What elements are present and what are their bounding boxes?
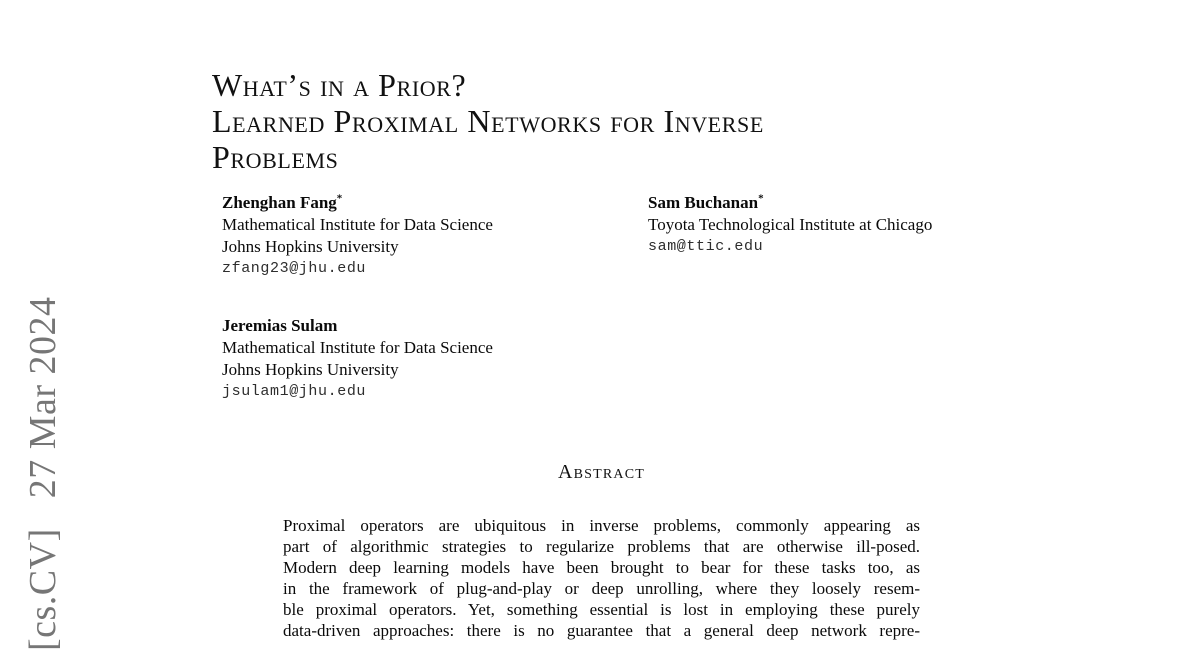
arxiv-stamp-vertical-text: [cs.CV] 27 Mar 2024 [22,296,64,651]
author-affiliation-line: Mathematical Institute for Data Science [222,338,493,357]
author-name-text: Sam Buchanan [648,193,759,212]
author-list [222,192,932,403]
abstract-text-line: Proximal operators are ubiquitous in inverse problems, commonly appearing as [283,516,920,535]
author-name [222,315,648,337]
author-affiliation-line: Mathematical Institute for Data Science [222,215,493,234]
author-name-text: Zhenghan Fang [222,193,337,212]
author-affiliation-line: Johns Hopkins University [222,360,399,379]
author-name [648,192,932,214]
author-asterisk: * [758,192,764,205]
author-name [222,192,648,214]
author-block-sam-buchanan [648,192,932,280]
abstract-text-line: in the framework of plug-and-play or deep unrolling, where they loosely resem- [283,579,920,598]
author-block-zhenghan-fang [222,192,648,280]
paper-title-line-3: Problems [212,139,339,176]
author-email: jsulam1@jhu.edu [222,383,367,400]
author-email: zfang23@jhu.edu [222,260,367,277]
author-email: sam@ttic.edu [648,238,764,255]
abstract-text-line: Modern deep learning models have been brought to bear for these tasks too, as [283,558,920,577]
author-affiliation-line: Johns Hopkins University [222,237,399,256]
paper-title-line-1: What’s in a Prior? [212,67,467,104]
abstract-paragraph [283,515,920,641]
abstract-text-line: data-driven approaches: there is no guarantee that a general deep network repre- [283,621,920,640]
abstract-text-line: ble proximal operators. Yet, something essential is lost in employing these purely [283,600,920,619]
author-name-text: Jeremias Sulam [222,316,338,335]
paper-title-line-2: Learned Proximal Networks for Inverse [212,103,764,140]
abstract-heading: Abstract [557,461,646,483]
author-affiliation-line: Toyota Technological Institute at Chicago [648,215,933,234]
author-asterisk: * [336,192,343,205]
abstract-text-line: part of algorithmic strategies to regularize problems that are otherwise ill-posed. [283,537,920,556]
paper-title [212,67,764,175]
author-block-jeremias-sulam [222,315,648,403]
